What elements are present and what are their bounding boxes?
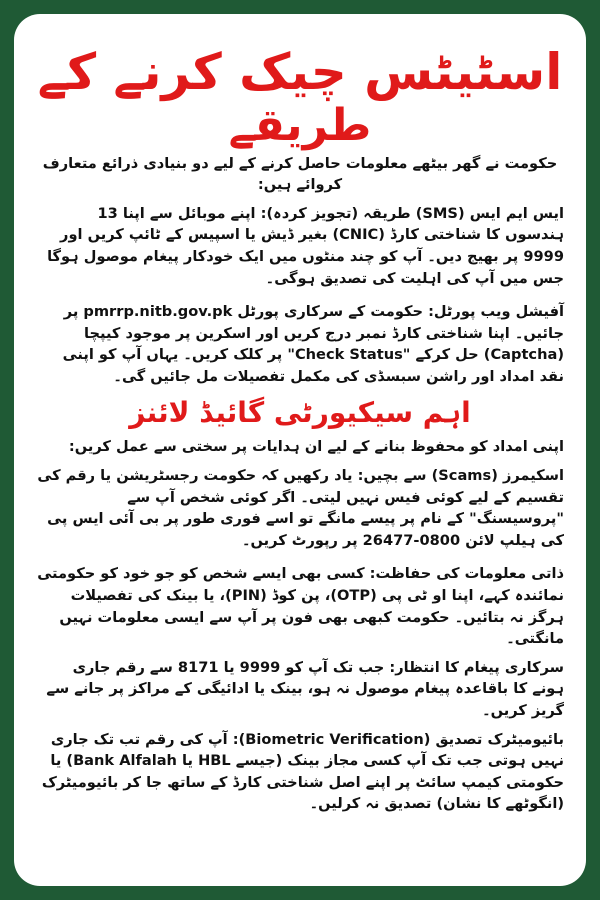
page-title-line-2: طریقے [228, 99, 372, 151]
method-web-portal: آفیشل ویب پورٹل: حکومت کے سرکاری پورٹل pmrrp.nitb.gov.pk پر جائیں۔ اپنا شناختی کارڈ نمبر درج کریں اور اسکرین پر موجود کیپچا (Captcha) حل کرکے "Check Status" پر کلک کریں۔ یہاں آپ کو اپنی نقد امداد اور راشن سبسڈی کی مکمل تفصیلات مل جائیں گی۔ [62, 303, 564, 386]
page-title: اسٹیٹس چیک کرنے کے [37, 43, 563, 101]
security-item-personal-info: ذاتی معلومات کی حفاظت: کسی بھی ایسے شخص کو جو خود کو حکومتی نمائندہ کہے، اپنا او ٹی پی (OTP)، پن کوڈ (PIN)، یا بینک کی تفصیلات ہرگز نہ بتائیں۔ حکومت کبھی بھی فون پر آپ سے ایسی معلومات نہیں مانگتی۔ [37, 565, 564, 648]
content-card [14, 14, 586, 886]
intro-text: حکومت نے گھر بیٹھے معلومات حاصل کرنے کے لیے دو بنیادی ذرائع متعارف کروائے ہیں: [42, 154, 558, 194]
method-sms: ایس ایم ایس (SMS) طریقہ (تجویز کردہ): اپنے موبائل سے اپنا 13 ہندسوں کا شناختی کارڈ (CNIC) بغیر ڈیش یا اسپیس کے ٹائپ کریں اور 9999 پر بھیج دیں۔ آپ کو چند منٹوں میں ایک خودکار پیغام موصول ہوگا جس میں آپ کی اہلیت کی تصدیق ہوگی۔ [47, 204, 564, 287]
security-item-official-message: سرکاری پیغام کا انتظار: جب تک آپ کو 9999 یا 8171 سے رقم جاری ہونے کا باقاعدہ پیغام موصول نہ ہو، بینک یا ادائیگی کے مراکز پر جانے سے گریز کریں۔ [46, 658, 564, 719]
security-item-biometric: بائیومیٹرک تصدیق (Biometric Verification): آپ کی رقم تب تک جاری نہیں ہوتی جب تک آپ کسی مجاز بینک (جیسے HBL یا Bank Alfalah) یا حکومتی کیمپ سائٹ پر اپنے اصل شناختی کارڈ کے ساتھ جا کر بائیومیٹرک (انگوٹھے کا نشان) تصدیق نہ کرلیں۔ [41, 730, 564, 813]
security-intro: اپنی امداد کو محفوظ بنانے کے لیے ان ہدایات پر سختی سے عمل کریں: [68, 438, 564, 456]
security-heading: اہم سیکیورٹی گائیڈ لائنز [129, 395, 471, 429]
security-item-scams: اسکیمرز (Scams) سے بچیں: یاد رکھیں کہ حکومت رجسٹریشن یا رقم کی تقسیم کے لیے کوئی فیس نہیں لیتی۔ اگر کوئی شخص آپ سے "پروسیسنگ" کے نام پر پیسے مانگے تو اسے فوری طور پر بی آئی ایس پی کی ہیلپ لائن 0800-26477 پر رپورٹ کریں۔ [37, 467, 564, 549]
